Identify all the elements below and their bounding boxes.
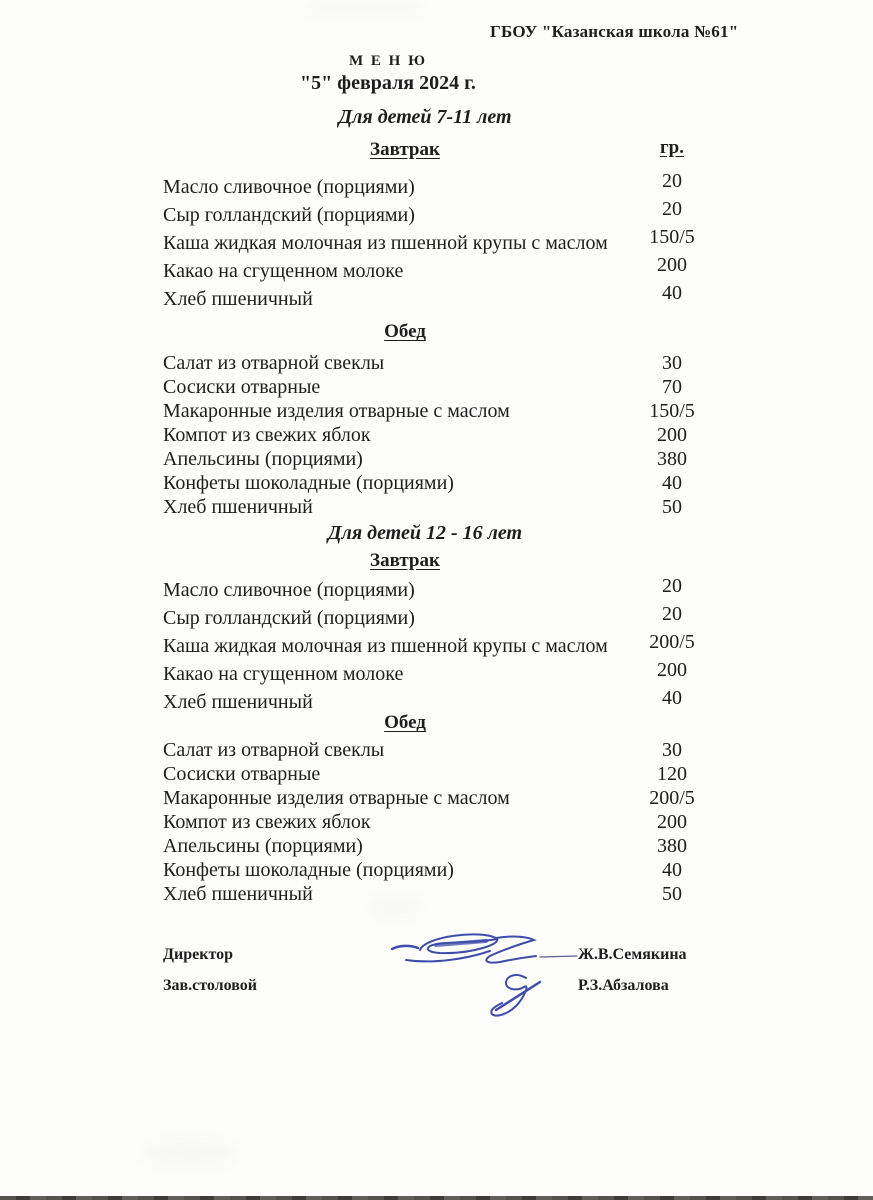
dish-grams: 20 [662,170,682,192]
lunch-heading-12-16: Обед [384,712,426,733]
dish-grams: 200 [657,811,687,833]
organization-name: ГБОУ "Казанская школа №61" [490,22,739,41]
menu-row [163,376,712,399]
scan-smudge [300,0,430,14]
dish-name: Макаронные изделия отварные с маслом [163,400,510,422]
dish-name: Апельсины (порциями) [163,835,363,857]
menu-row [163,254,712,283]
dish-name: Апельсины (порциями) [163,448,363,470]
dish-grams: 150/5 [649,400,695,422]
dish-grams: 40 [662,472,682,494]
dish-name: Каша жидкая молочная из пшенной крупы с маслом [163,635,608,657]
dish-name: Компот из свежих яблок [163,811,371,833]
dish-name: Сыр голландский (порциями) [163,204,415,226]
handwritten-signatures [378,916,608,1020]
dish-name: Какао на сгущенном молоке [163,260,404,282]
dish-grams: 20 [662,603,682,625]
dish-name: Сосиски отварные [163,763,321,785]
dish-grams: 200/5 [649,631,695,653]
age-group-heading-7-11: Для детей 7-11 лет [338,106,512,128]
breakfast-heading-7-11: Завтрак [370,139,440,160]
grams-column-header: гр. [660,137,684,158]
dish-name: Салат из отварной свеклы [163,739,385,761]
dish-name: Конфеты шоколадные (порциями) [163,472,454,494]
dish-grams: 380 [657,448,687,470]
director-signature-ink [392,934,577,962]
menu-row [163,170,712,199]
menu-row [163,631,712,658]
menu-row [163,424,712,447]
menu-row [163,883,712,906]
dish-grams: 200/5 [649,787,695,809]
dish-grams: 200 [657,659,687,681]
canteen-manager-signature-ink [491,975,540,1015]
dish-name: Масло сливочное (порциями) [163,176,415,198]
dish-name: Конфеты шоколадные (порциями) [163,859,454,881]
signature-name-director: Ж.В.Семякина [578,946,687,963]
signature-role-canteen-manager: Зав.столовой [163,977,257,994]
dish-grams: 20 [662,575,682,597]
dish-grams: 200 [657,424,687,446]
dish-grams: 50 [662,496,682,518]
menu-row [163,811,712,834]
menu-row [163,835,712,858]
signature-name-canteen-manager: Р.З.Абзалова [578,977,669,994]
menu-row [163,575,712,602]
dish-grams: 40 [662,282,682,304]
menu-title: М Е Н Ю [349,53,427,69]
menu-row [163,472,712,495]
menu-row [163,659,712,686]
signature-role-director: Директор [163,946,233,963]
dish-grams: 120 [657,763,687,785]
menu-row [163,687,712,714]
menu-row [163,763,712,786]
scan-smudge [140,1140,240,1166]
menu-row [163,198,712,227]
dish-name: Компот из свежих яблок [163,424,371,446]
dish-name: Какао на сгущенном молоке [163,663,404,685]
menu-row [163,282,712,311]
dish-name: Салат из отварной свеклы [163,352,385,374]
dish-grams: 40 [662,859,682,881]
dish-name: Макаронные изделия отварные с маслом [163,787,510,809]
dish-name: Сосиски отварные [163,376,321,398]
dish-grams: 50 [662,883,682,905]
menu-row [163,739,712,762]
dish-grams: 30 [662,739,682,761]
dish-grams: 30 [662,352,682,374]
dish-name: Масло сливочное (порциями) [163,579,415,601]
dish-grams: 20 [662,198,682,220]
scan-smudge [365,898,425,916]
dish-grams: 150/5 [649,226,695,248]
dish-grams: 70 [662,376,682,398]
dish-grams: 200 [657,254,687,276]
dish-grams: 380 [657,835,687,857]
menu-row [163,226,712,255]
menu-date: "5" февраля 2024 г. [300,72,476,94]
menu-row [163,352,712,375]
menu-row [163,496,712,519]
dish-name: Сыр голландский (порциями) [163,607,415,629]
menu-row [163,603,712,630]
menu-row [163,859,712,882]
menu-row [163,787,712,810]
dish-name: Каша жидкая молочная из пшенной крупы с маслом [163,232,608,254]
scan-bottom-edge [0,1196,873,1200]
dish-name: Хлеб пшеничный [163,496,313,518]
lunch-heading-7-11: Обед [384,321,426,342]
dish-name: Хлеб пшеничный [163,883,313,905]
dish-name: Хлеб пшеничный [163,288,313,310]
menu-row [163,448,712,471]
breakfast-heading-12-16: Завтрак [370,550,440,571]
menu-row [163,400,712,423]
age-group-heading-12-16: Для детей 12 - 16 лет [327,522,523,544]
dish-name: Хлеб пшеничный [163,691,313,713]
dish-grams: 40 [662,687,682,709]
